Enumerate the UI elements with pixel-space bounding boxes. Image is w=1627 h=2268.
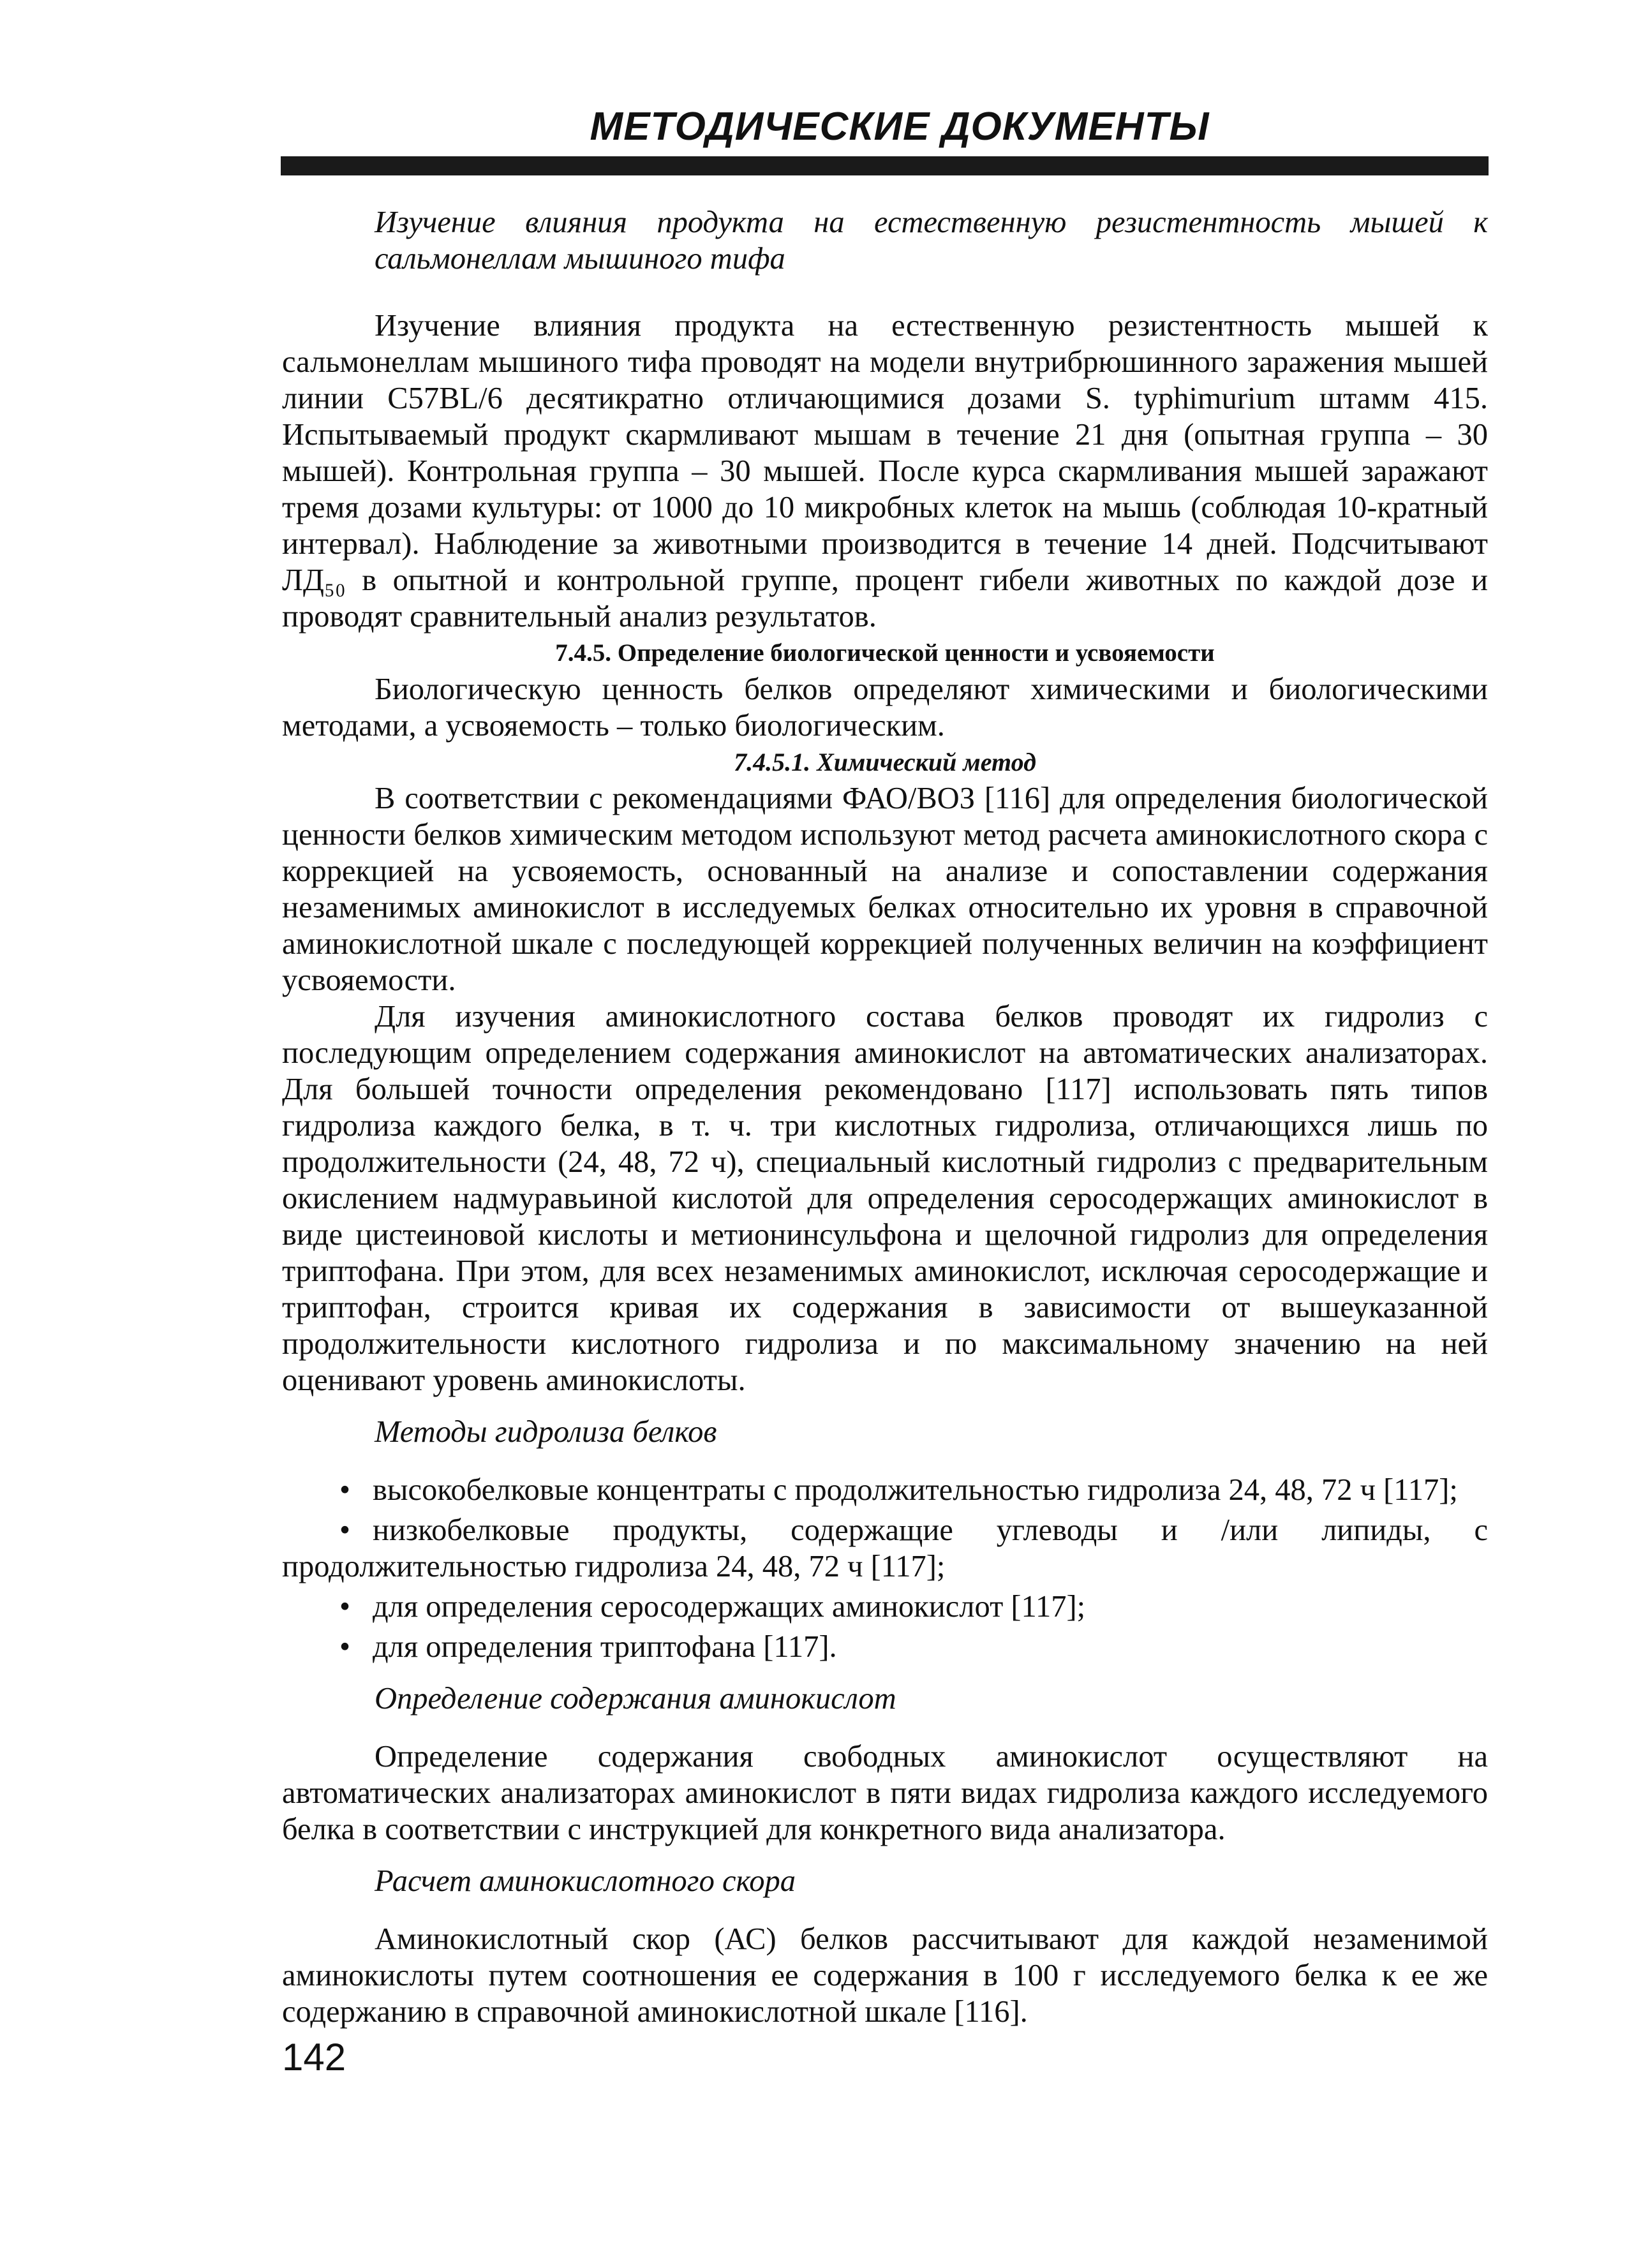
paragraph-hydrolysis: Для изучения аминокислотного состава белков проводят их гидролиз с последующим определением содержания аминокислот на автоматических анализаторах. Для большей точности определения рекомендовано [117] использовать пять типов гидролиза каждого белка, в т. ч. три кислотных гидролиза, отличающихся лишь по продолжительности (24, 48, 72 ч), специальный кислотный гидролиз с предварительным окислением надмуравьиной кислотой для определения серосодержащих аминокислот в виде цистеиновой кислоты и метионинсульфона и щелочной гидролиз для определения триптофана. При этом, для всех незаменимых аминокислот, исключая серосодержащие и триптофан, строится кривая их содержания в зависимости от вышеуказанной продолжительности кислотного гидролиза и по максимальному значению на ней оценивают уровень аминокислоты. <box>282 1000 1488 1397</box>
paragraph-biological-value: Биологическую ценность белков определяют химическими и биологическими методами, а усвояемость – только биологическим. <box>282 672 1488 743</box>
list-item <box>282 1472 1488 1508</box>
bullet-icon: • <box>339 1513 350 1547</box>
paragraph-amino-acid-content: Определение содержания свободных аминокислот осуществляют на автоматических анализаторах аминокислот в пяти видах гидролиза каждого исследуемого белка в соответствии с инструкцией для конкретного вида анализатора. <box>282 1740 1488 1846</box>
subsection-heading-7-4-5-1: 7.4.5.1. Химический метод <box>734 748 1036 776</box>
list-item <box>282 1589 1488 1625</box>
list-item-text: высокобелковые концентраты с продолжительностью гидролиза 24, 48, 72 ч [117]; <box>373 1473 1458 1507</box>
bullet-icon: • <box>339 1473 350 1507</box>
section-heading-7-4-5: 7.4.5. Определение биологической ценности и усвояемости <box>555 639 1215 667</box>
list-item-text: для определения серосодержащих аминокислот [117]; <box>373 1590 1086 1624</box>
list-item-text: низкобелковые продукты, содержащие углеводы и /или липиды, с продолжительностью гидролиза 24, 48, 72 ч [117]; <box>282 1513 1488 1583</box>
page-number: 142 <box>282 2036 346 2079</box>
heading-hydrolysis-methods: Методы гидролиза белков <box>375 1415 717 1449</box>
heading-amino-acid-content: Определение содержания аминокислот <box>375 1682 896 1716</box>
bullet-icon: • <box>339 1590 350 1624</box>
paragraph-amino-acid-score: Аминокислотный скор (АС) белков рассчитывают для каждой незаменимой аминокислоты путем соотношения ее содержания в 100 г исследуемого белка к ее же содержанию в справочной аминокислотной шкале [116]. <box>282 1922 1488 2029</box>
list-item <box>282 1629 1488 1665</box>
heading-salmonella: Изучение влияния продукта на естественную резистентность мышей к сальмонеллам мышиного тифа <box>375 205 1488 276</box>
header-rule <box>281 156 1489 175</box>
paragraph-salmonella: Изучение влияния продукта на естественную резистентность мышей к сальмонеллам мышиного тифа проводят на модели внутрибрюшинного заражения мышей линии C57BL/6 десятикратно отличающимися дозами S. typhimurium штамм 415. Испытываемый продукт скармливают мышам в течение 21 дня (опытная группа – 30 мышей). Контрольная группа – 30 мышей. После курса скармливания мышей заражают тремя дозами культуры: от 1000 до 10 микробных клеток на мышь (соблюдая 10-кратный интервал). Наблюдение за животными производится в течение 14 дней. Подсчитывают ЛД₅₀ в опытной и контрольной группе, процент гибели животных по каждой дозе и проводят сравнительный анализ результатов. <box>282 309 1488 634</box>
list-item-text: для определения триптофана [117]. <box>373 1630 837 1664</box>
heading-amino-acid-score: Расчет аминокислотного скора <box>375 1864 796 1898</box>
paragraph-fao-who: В соответствии с рекомендациями ФАО/ВОЗ [116] для определения биологической ценности белков химическим методом используют метод расчета аминокислотного скора с коррекцией на усвояемость, основанный на анализе и сопоставлении содержания незаменимых аминокислот в исследуемых белках относительно их уровня в справочной аминокислотной шкале с последующей коррекцией полученных величин на коэффициент усвояемости. <box>282 782 1488 997</box>
bullet-icon: • <box>339 1630 350 1664</box>
page-body <box>282 204 1488 2030</box>
running-header: МЕТОДИЧЕСКИЕ ДОКУМЕНТЫ <box>590 105 1210 149</box>
list-item <box>282 1512 1488 1585</box>
hydrolysis-methods-list <box>282 1472 1488 1665</box>
